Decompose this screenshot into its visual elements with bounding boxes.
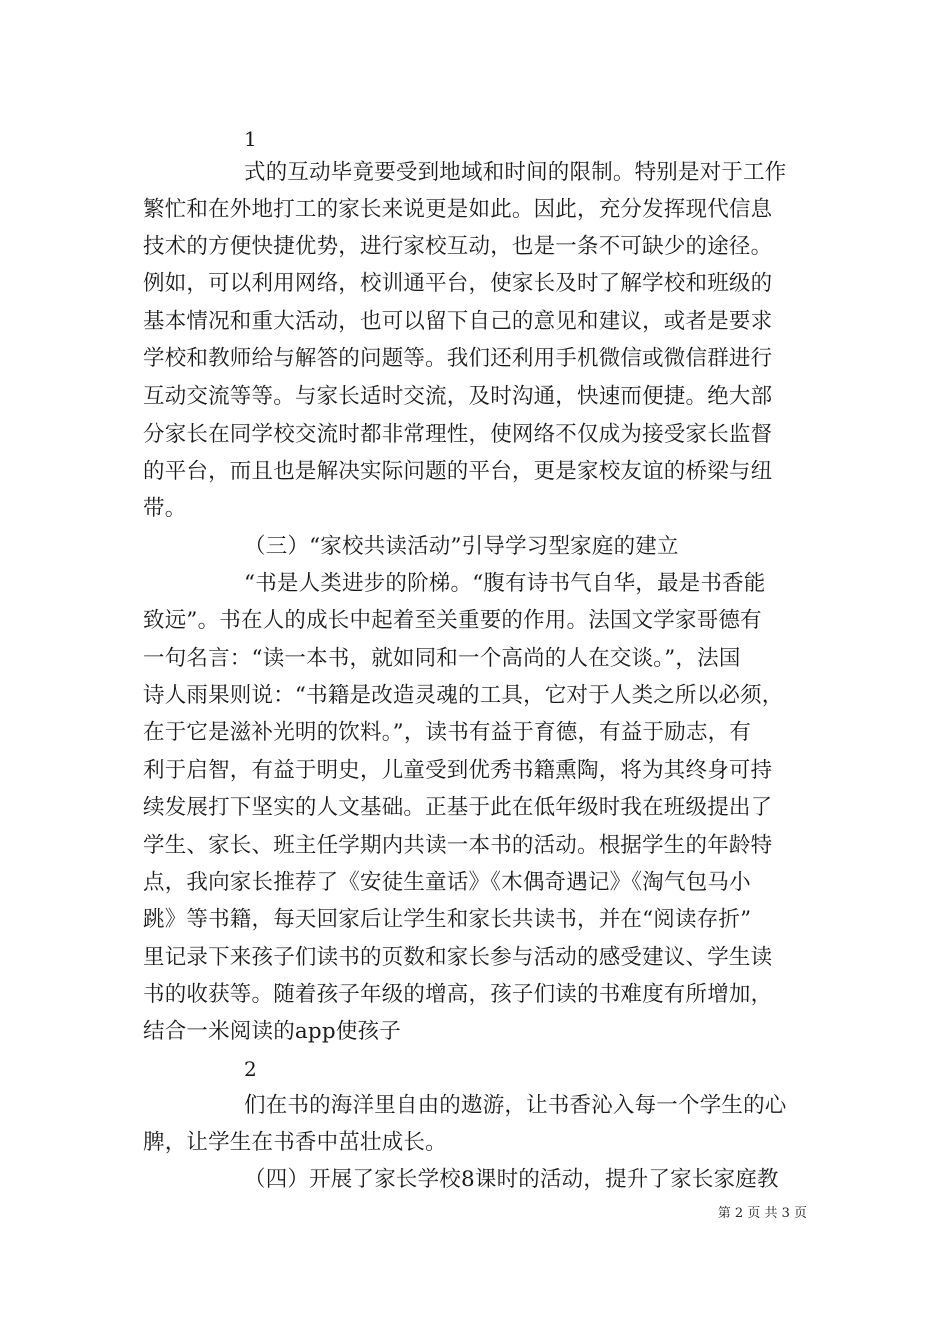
paragraph-line: 在于它是滋补光明的饮料。”，读书有益于育德，有益于励志，有 bbox=[143, 720, 752, 745]
paragraph-line: 技术的方便快捷优势，进行家校互动，也是一条不可缺少的途径。 bbox=[143, 234, 773, 259]
paragraph-line: “书是人类进步的阶梯。“腹有诗书气自华，最是书香能 bbox=[244, 571, 766, 596]
paragraph-line: 致远”。书在人的成长中起着至关重要的作用。法国文学家哥德有 bbox=[143, 608, 762, 633]
paragraph-line: 们在书的海洋里自由的遨游，让书香沁入每一个学生的心 bbox=[244, 1093, 787, 1118]
section-heading: （三）“家校共读活动”引导学习型家庭的建立 bbox=[244, 534, 679, 559]
paragraph-line: 一句名言：“读一本书，就如同和一个高尚的人在交谈。”，法国 bbox=[143, 646, 741, 671]
page-marker: 1 bbox=[244, 127, 257, 151]
paragraph-line: 续发展打下坚实的人文基础。正基于此在低年级时我在班级提出了 bbox=[143, 795, 773, 820]
paragraph-line: 利于启智，有益于明史，儿童受到优秀书籍熏陶，将为其终身可持 bbox=[143, 758, 773, 783]
paragraph-line: 结合一米阅读的app使孩子 bbox=[143, 1019, 401, 1044]
paragraph-line: 分家长在同学校交流时都非常理性，使网络不仅成为接受家长监督 bbox=[143, 422, 773, 447]
paragraph-line: 带。 bbox=[143, 496, 187, 521]
paragraph-line: 学校和教师给与解答的问题等。我们还利用手机微信或微信群进行 bbox=[143, 346, 773, 371]
paragraph-line: 的平台，而且也是解决实际问题的平台，更是家校友谊的桥梁与纽 bbox=[143, 459, 773, 484]
paragraph-line: 互动交流等等。与家长适时交流，及时沟通，快速而便捷。绝大部 bbox=[143, 384, 773, 409]
paragraph-line: 学生、家长、班主任学期内共读一本书的活动。根据学生的年龄特 bbox=[143, 833, 773, 858]
paragraph-line: 繁忙和在外地打工的家长来说更是如此。因此，充分发挥现代信息 bbox=[143, 197, 773, 222]
paragraph-line: 基本情况和重大活动，也可以留下自己的意见和建议，或者是要求 bbox=[143, 309, 773, 334]
paragraph-line: 跳》等书籍，每天回家后让学生和家长共读书，并在“阅读存折” bbox=[143, 907, 752, 932]
paragraph-line: 书的收获等。随着孩子年级的增高，孩子们读的书难度有所增加， bbox=[143, 982, 773, 1007]
page-footer: 第 2 页 共 3 页 bbox=[717, 1206, 807, 1221]
page-marker: 2 bbox=[244, 1057, 257, 1081]
paragraph-line: 例如，可以利用网络，校训通平台，使家长及时了解学校和班级的 bbox=[143, 271, 773, 296]
paragraph-line: 脾，让学生在书香中茁壮成长。 bbox=[143, 1130, 447, 1155]
paragraph-line: 里记录下来孩子们读书的页数和家长参与活动的感受建议、学生读 bbox=[143, 945, 773, 970]
paragraph-line: 式的互动毕竟要受到地域和时间的限制。特别是对于工作 bbox=[244, 160, 787, 185]
paragraph-line: 点，我向家长推荐了《安徒生童话》《木偶奇遇记》《淘气包马小 bbox=[143, 870, 751, 895]
paragraph-line: 诗人雨果则说：“书籍是改造灵魂的工具，它对于人类之所以必须， bbox=[143, 683, 784, 708]
section-heading: （四）开展了家长学校8课时的活动，提升了家长家庭教 bbox=[244, 1167, 779, 1192]
